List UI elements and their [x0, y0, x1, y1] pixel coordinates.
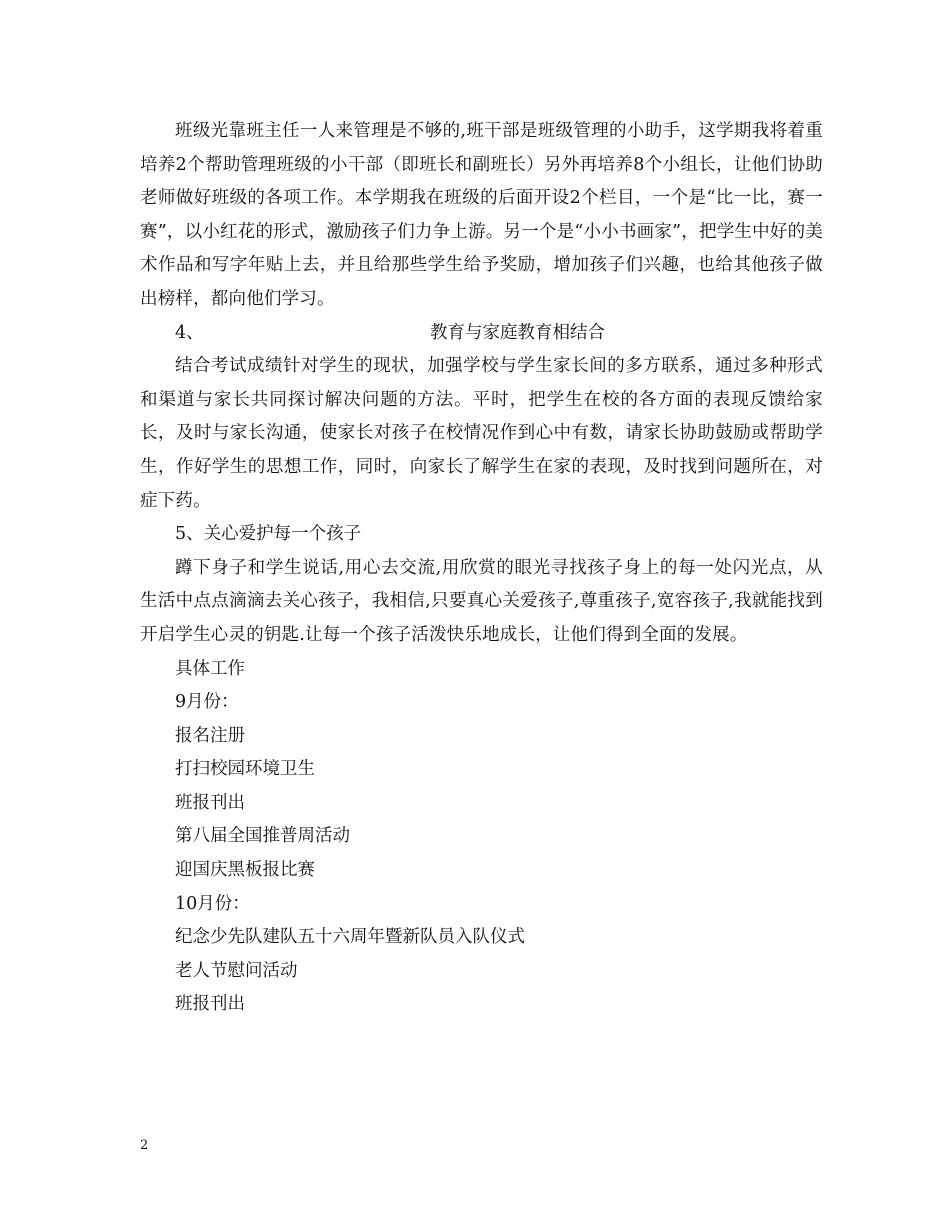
list-item: 报名注册	[175, 725, 245, 746]
section-heading-5: 5、关心爱护每一个孩子	[175, 524, 362, 545]
section-heading-4	[140, 317, 823, 351]
paragraph-home-school: 结合考试成绩针对学生的现状，加强学校与学生家长间的多方联系，通过多种形式和渠道与家长共同探讨解决问题的方法。平时，把学生在校的各方面的表现反馈给家长，及时与家长沟通，使家长对孩子在校情况作到心中有数，请家长协助鼓励或帮助学生，作好学生的思想工作，同时，向家长了解学生在家的表现，及时找到问题所在，对症下药。	[140, 356, 823, 511]
document-body	[140, 115, 823, 1022]
section-number-4: 4、	[175, 322, 204, 343]
section-title-4: 教育与家庭教育相结合	[430, 322, 605, 343]
month-label-september: 9月份：	[175, 692, 239, 713]
work-list-title: 具体工作	[175, 658, 245, 679]
list-item: 第八届全国推普周活动	[175, 826, 350, 847]
list-item: 班报刊出	[175, 792, 245, 813]
month-label-october: 10月份：	[175, 893, 250, 914]
paragraph-care-children: 蹲下身子和学生说话,用心去交流,用欣赏的眼光寻找孩子身上的每一处闪光点，从生活中点点滴滴去关心孩子，我相信,只要真心关爱孩子,尊重孩子,宽容孩子,我就能找到开启学生心灵的钥匙.让每一个孩子活泼快乐地成长，让他们得到全面的发展。	[140, 557, 823, 645]
list-item: 打扫校园环境卫生	[175, 759, 315, 780]
page-number: 2	[140, 1138, 149, 1153]
list-item: 纪念少先队建队五十六周年暨新队员入队仪式	[175, 927, 525, 948]
list-item: 班报刊出	[175, 994, 245, 1015]
paragraph-class-cadres: 班级光靠班主任一人来管理是不够的,班干部是班级管理的小助手，这学期我将着重培养2个帮助管理班级的小干部（即班长和副班长）另外再培养8个小组长，让他们协助老师做好班级的各项工作。本学期我在班级的后面开设2个栏目，一个是“比一比，赛一赛”，以小红花的形式，激励孩子们力争上游。另一个是“小小书画家”，把学生中好的美术作品和写字年贴上去，并且给那些学生给予奖励，增加孩子们兴趣，也给其他孩子做出榜样，都向他们学习。	[140, 121, 823, 309]
list-item: 迎国庆黑板报比赛	[175, 860, 315, 881]
list-item: 老人节慰问活动	[175, 960, 298, 981]
